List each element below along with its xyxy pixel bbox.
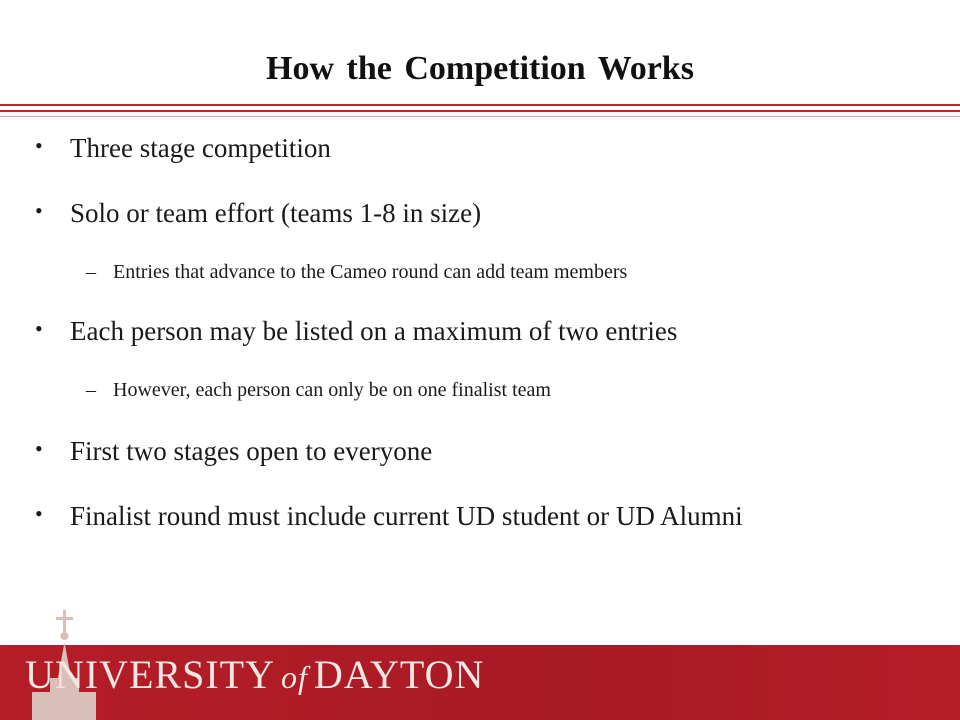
bullet-text: First two stages open to everyone — [70, 436, 433, 466]
bullet-marker: • — [35, 436, 43, 461]
wordmark-dayton: DAYTON — [313, 652, 485, 697]
slide-title: How the Competition Works — [266, 50, 694, 87]
title-rule — [0, 110, 960, 112]
university-wordmark — [25, 651, 484, 698]
bullet-marker: • — [35, 501, 43, 526]
bullet-marker: • — [35, 316, 43, 341]
sub-bullet-text: Entries that advance to the Cameo round can add team members — [113, 261, 628, 283]
wordmark-of: of — [280, 659, 308, 695]
title-rule — [0, 104, 960, 106]
sub-bullet-text: However, each person can only be on one finalist team — [113, 379, 551, 401]
bullet-text: Three stage competition — [70, 133, 331, 163]
bullet-text: Finalist round must include current UD student or UD Alumni — [70, 501, 743, 531]
footer — [0, 645, 960, 720]
bullet-marker: • — [35, 198, 43, 223]
bullet-text: Each person may be listed on a maximum of two entries — [70, 316, 678, 346]
bullet-text: Solo or team effort (teams 1-8 in size) — [70, 198, 482, 228]
sub-bullet-marker: – — [86, 379, 96, 401]
bullet-marker: • — [35, 133, 43, 158]
wordmark-university: UNIVERSITY — [25, 652, 275, 697]
title-rule — [0, 116, 960, 117]
sub-bullet-marker: – — [86, 261, 96, 283]
